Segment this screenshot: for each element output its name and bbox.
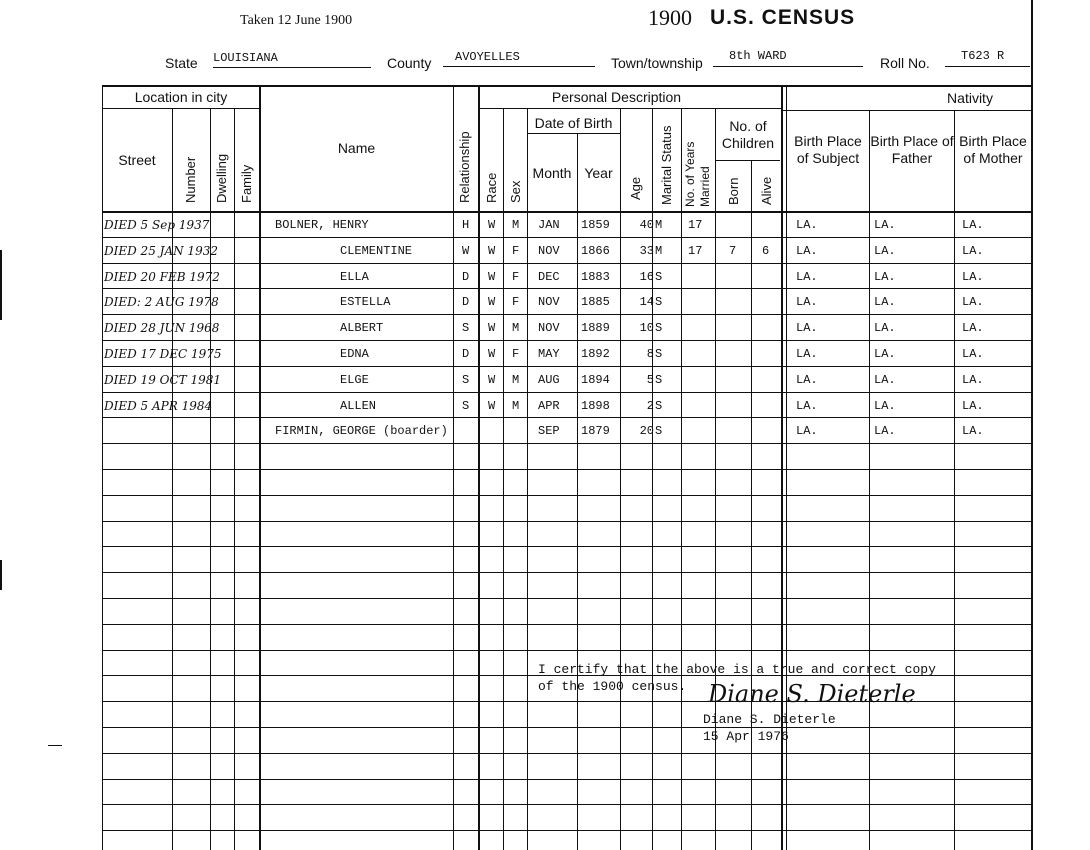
row-divider xyxy=(102,288,1031,289)
row-age: 20 xyxy=(639,424,654,439)
row-divider xyxy=(102,830,1031,831)
row-name: BOLNER, HENRY xyxy=(275,218,369,232)
row-race: W xyxy=(488,295,496,310)
header-family: Family xyxy=(239,164,254,203)
census-year: 1900 xyxy=(648,5,692,30)
row-birthplace-father: LA. xyxy=(874,424,896,439)
header-number: Number xyxy=(183,156,198,203)
row-marital-status: S xyxy=(655,372,663,387)
row-sex: M xyxy=(512,218,520,232)
header-born: Born xyxy=(726,177,741,205)
row-relationship: W xyxy=(462,243,470,258)
header-bp-subject: Birth Place of Subject xyxy=(794,133,862,166)
row-divider xyxy=(102,521,1031,522)
row-relationship: S xyxy=(462,372,470,387)
row-birthplace-mother: LA. xyxy=(962,321,984,336)
row-birthplace-mother: LA. xyxy=(962,295,984,310)
row-race: W xyxy=(488,372,496,387)
row-death-note: DIED 17 DEC 1975 xyxy=(104,347,222,361)
row-sex: M xyxy=(512,321,520,336)
taken-date: Taken 12 June 1900 xyxy=(240,13,353,28)
row-divider xyxy=(102,598,1031,599)
row-birthplace-mother: LA. xyxy=(962,243,984,258)
header-age: Age xyxy=(628,176,643,200)
row-name: ALLEN xyxy=(340,398,377,413)
row-birth-year: 1879 xyxy=(581,424,610,439)
row-birthplace-subject: LA. xyxy=(796,424,818,439)
header-years-married-2: Married xyxy=(698,166,712,207)
row-birth-year: 1894 xyxy=(581,372,610,387)
row-marital-status: M xyxy=(655,218,663,232)
row-marital-status: S xyxy=(655,398,663,413)
row-birthplace-father: LA. xyxy=(874,295,896,310)
state-value: LOUISIANA xyxy=(213,51,371,68)
margin-mark xyxy=(0,560,2,590)
row-race: W xyxy=(488,398,496,413)
row-birthplace-father: LA. xyxy=(874,372,896,387)
roll-value: T623 R xyxy=(945,49,1030,67)
town-label: Town/township xyxy=(611,55,703,71)
row-marital-status: S xyxy=(655,295,663,310)
row-death-note: DIED 20 FEB 1972 xyxy=(104,269,220,284)
row-death-note: DIED 19 OCT 1981 xyxy=(104,372,222,387)
row-divider xyxy=(102,443,1031,444)
row-name: EDNA xyxy=(340,347,369,361)
header-location-group: Location in city xyxy=(134,89,228,105)
signature: Diane S. Dieterle xyxy=(708,680,916,708)
town-value: 8th WARD xyxy=(713,49,863,67)
row-death-note: DIED 5 Sep 1937 xyxy=(104,218,210,232)
row-age: 10 xyxy=(639,321,654,336)
row-sex: F xyxy=(512,347,520,361)
row-marital-status: M xyxy=(655,243,663,258)
row-birthplace-subject: LA. xyxy=(796,321,818,336)
row-death-note: DIED 28 JUN 1968 xyxy=(104,321,220,336)
row-children-born: 7 xyxy=(729,243,737,258)
row-relationship: D xyxy=(462,347,470,361)
row-age: 16 xyxy=(639,269,654,284)
row-divider xyxy=(102,572,1031,573)
row-children-alive: 6 xyxy=(762,243,770,258)
row-divider xyxy=(102,237,1031,238)
row-divider xyxy=(102,392,1031,393)
header-name: Name xyxy=(337,140,376,156)
row-birth-month: AUG xyxy=(538,372,560,387)
margin-mark xyxy=(48,745,62,746)
margin-mark xyxy=(0,250,2,320)
row-death-note: DIED 5 APR 1984 xyxy=(104,398,213,413)
row-name: ALBERT xyxy=(340,321,384,336)
row-divider xyxy=(102,546,1031,547)
header-year: Year xyxy=(584,165,613,181)
row-sex: M xyxy=(512,398,520,413)
certification-line-2: of the 1900 census. xyxy=(538,679,687,694)
census-title: U.S. CENSUS xyxy=(710,6,856,29)
row-relationship: H xyxy=(462,218,470,232)
row-divider xyxy=(102,753,1031,754)
row-divider xyxy=(102,804,1031,805)
row-birthplace-mother: LA. xyxy=(962,424,984,439)
row-race: W xyxy=(488,321,496,336)
row-birthplace-subject: LA. xyxy=(796,372,818,387)
row-death-note: DIED: 2 AUG 1978 xyxy=(104,295,219,310)
row-birthplace-subject: LA. xyxy=(796,347,818,361)
row-relationship: D xyxy=(462,295,470,310)
row-birth-year: 1885 xyxy=(581,295,610,310)
row-birthplace-subject: LA. xyxy=(796,398,818,413)
row-birth-month: NOV xyxy=(538,321,560,336)
row-race: W xyxy=(488,218,496,232)
row-birthplace-mother: LA. xyxy=(962,372,984,387)
row-divider xyxy=(102,727,1031,728)
header-personal-group: Personal Description xyxy=(551,89,682,105)
county-value: AVOYELLES xyxy=(443,50,595,67)
header-street: Street xyxy=(118,152,156,168)
row-birthplace-father: LA. xyxy=(874,243,896,258)
row-sex: M xyxy=(512,372,520,387)
row-birthplace-father: LA. xyxy=(874,347,896,361)
row-divider xyxy=(102,314,1031,315)
row-age: 40 xyxy=(639,218,654,232)
row-birthplace-subject: LA. xyxy=(796,218,818,232)
row-relationship: D xyxy=(462,269,470,284)
row-relationship: S xyxy=(462,398,470,413)
row-birthplace-mother: LA. xyxy=(962,398,984,413)
row-relationship: S xyxy=(462,321,470,336)
header-nativity-group: Nativity xyxy=(947,90,993,106)
row-race: W xyxy=(488,243,496,258)
row-name: CLEMENTINE xyxy=(340,243,413,258)
row-age: 33 xyxy=(639,243,654,258)
row-death-note: DIED 25 JAN 1932 xyxy=(104,243,218,258)
row-sex: F xyxy=(512,295,520,310)
row-birthplace-subject: LA. xyxy=(796,295,818,310)
row-birth-month: NOV xyxy=(538,295,560,310)
certification-line-1: I certify that the above is a true and correct copy xyxy=(538,662,936,677)
row-age: 14 xyxy=(639,295,654,310)
header-month: Month xyxy=(532,165,572,181)
row-birth-year: 1883 xyxy=(581,269,610,284)
row-name: ESTELLA xyxy=(340,295,391,310)
row-birth-year: 1866 xyxy=(581,243,610,258)
row-birthplace-mother: LA. xyxy=(962,269,984,284)
row-age: 8 xyxy=(646,347,654,361)
header-alive: Alive xyxy=(759,176,774,205)
row-birth-month: MAY xyxy=(538,347,560,361)
row-birth-year: 1892 xyxy=(581,347,610,361)
row-divider xyxy=(102,495,1031,496)
row-name: ELGE xyxy=(340,372,369,387)
header-marital: Marital Status xyxy=(659,125,674,205)
certification-date: 15 Apr 1976 xyxy=(703,729,789,744)
header-bp-mother: Birth Place of Mother xyxy=(959,133,1027,166)
row-birthplace-subject: LA. xyxy=(796,269,818,284)
header-sex: Sex xyxy=(508,180,523,203)
row-birth-month: JAN xyxy=(538,218,560,232)
row-years-married: 17 xyxy=(688,218,703,232)
row-race: W xyxy=(488,347,496,361)
row-birthplace-mother: LA. xyxy=(962,218,984,232)
row-divider xyxy=(102,366,1031,367)
header-dob-group: Date of Birth xyxy=(534,115,613,131)
row-sex: F xyxy=(512,243,520,258)
row-marital-status: S xyxy=(655,424,663,439)
county-label: County xyxy=(387,55,432,71)
row-birthplace-subject: LA. xyxy=(796,243,818,258)
row-marital-status: S xyxy=(655,347,663,361)
row-divider xyxy=(102,624,1031,625)
row-birthplace-father: LA. xyxy=(874,218,896,232)
row-years-married: 17 xyxy=(688,243,703,258)
row-birth-year: 1898 xyxy=(581,398,610,413)
row-birthplace-father: LA. xyxy=(874,269,896,284)
header-race: Race xyxy=(484,172,499,203)
row-birth-month: SEP xyxy=(538,424,560,439)
row-sex: F xyxy=(512,269,520,284)
header-dwelling: Dwelling xyxy=(214,153,229,203)
row-age: 2 xyxy=(646,398,654,413)
row-birthplace-father: LA. xyxy=(874,321,896,336)
roll-label: Roll No. xyxy=(880,55,930,71)
state-label: State xyxy=(165,55,198,71)
row-age: 5 xyxy=(646,372,654,387)
row-marital-status: S xyxy=(655,321,663,336)
row-divider xyxy=(102,650,1031,651)
row-name: FIRMIN, GEORGE (boarder) xyxy=(275,424,448,439)
header-bp-father: Birth Place of Father xyxy=(870,133,954,166)
row-divider xyxy=(102,779,1031,780)
row-divider xyxy=(102,340,1031,341)
row-divider xyxy=(102,417,1031,418)
row-race: W xyxy=(488,269,496,284)
row-marital-status: S xyxy=(655,269,663,284)
row-divider xyxy=(102,263,1031,264)
header-relationship: Relationship xyxy=(457,131,472,203)
row-birth-month: NOV xyxy=(538,243,560,258)
row-birth-month: APR xyxy=(538,398,560,413)
row-birth-month: DEC xyxy=(538,269,560,284)
row-birthplace-father: LA. xyxy=(874,398,896,413)
signer-name: Diane S. Dieterle xyxy=(703,712,836,727)
row-name: ELLA xyxy=(340,269,369,284)
row-birth-year: 1859 xyxy=(581,218,610,232)
row-divider xyxy=(102,469,1031,470)
header-children-group: No. of Children xyxy=(721,118,775,151)
row-birthplace-mother: LA. xyxy=(962,347,984,361)
header-years-married-1: No. of Years xyxy=(683,141,697,207)
row-birth-year: 1889 xyxy=(581,321,610,336)
